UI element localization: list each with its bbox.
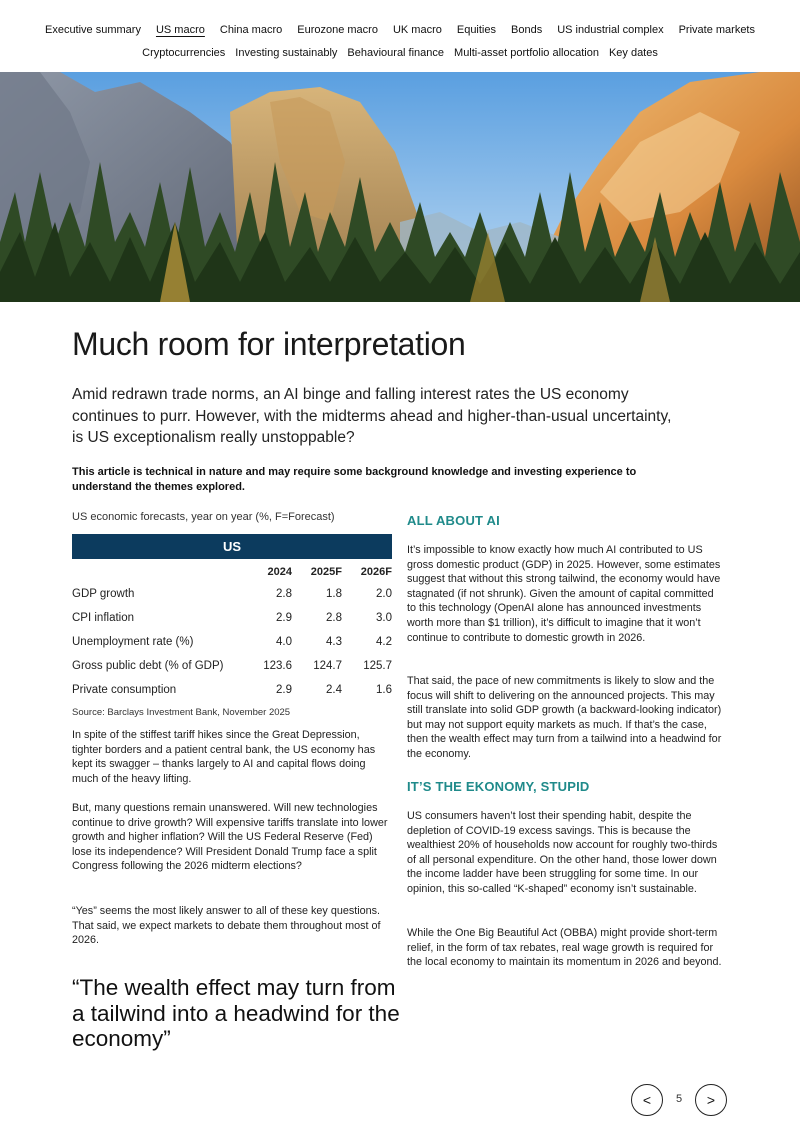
nav-item-eurozone-macro[interactable]: Eurozone macro (297, 24, 378, 36)
right-paragraph-4: While the One Big Beautiful Act (OBBA) might provide short-term relief, in the form of tax rebates, real wage growth is required for the local economy to maintain its momentum in 2026 and beyond. (407, 927, 722, 969)
row-value: 3.0 (376, 612, 392, 624)
nav-item-us-industrial-complex[interactable]: US industrial complex (557, 24, 664, 36)
row-value: 1.8 (326, 588, 342, 600)
table-row (72, 678, 392, 702)
row-value: 2.8 (276, 588, 292, 600)
nav-item-equities[interactable]: Equities (456, 24, 496, 36)
row-label: Private consumption (72, 684, 177, 696)
right-paragraph-2: That said, the pace of new commitments is likely to slow and the focus will shift to delivering on the announced projects. This may still translate into solid GDP growth (a backward-looking indicator) but may not support equity markets as much. If that’s the case, then the wealth effect may turn from a tailwind into a headwind for the economy. (407, 675, 722, 760)
row-value: 4.0 (276, 636, 292, 648)
row-value: 1.6 (376, 684, 392, 696)
left-paragraph-2: But, many questions remain unanswered. Will new technologies continue to drive growth? Will expensive tariffs translate into lower growth and higher inflation? Will the US Federal Reserve (Fed) lose its independence? Will President Donald Trump face a split Congress following the 2026 midterm elections? (72, 802, 388, 873)
row-label: CPI inflation (72, 612, 135, 624)
row-value: 125.7 (363, 660, 392, 672)
next-page-button[interactable] (695, 1084, 727, 1116)
row-value: 123.6 (263, 660, 292, 672)
row-value: 4.2 (376, 636, 392, 648)
nav-item-cryptocurrencies[interactable]: Cryptocurrencies (142, 47, 226, 59)
row-label: Unemployment rate (%) (72, 636, 194, 648)
table-header-2026f: 2026F (360, 566, 392, 578)
row-value: 124.7 (313, 660, 342, 672)
valley-landscape-illustration (0, 72, 800, 302)
table-source: Source: Barclays Investment Bank, November 2025 (72, 707, 291, 718)
table-row (72, 654, 392, 678)
nav-item-private-markets[interactable]: Private markets (678, 24, 755, 36)
table-header-2025f: 2025F (310, 566, 342, 578)
left-paragraph-1: In spite of the stiffest tariff hikes since the Great Depression, tighter borders and a patient central bank, the US economy has kept its swagger – thanks largely to AI and capital flows doing much of the heavy lifting. (72, 729, 376, 785)
nav-item-bonds[interactable]: Bonds (511, 24, 543, 36)
forecast-table (72, 562, 392, 702)
nav-item-investing-sustainably[interactable]: Investing sustainably (235, 47, 338, 59)
row-label: GDP growth (72, 588, 135, 600)
section-heading-economy: IT’S THE EKONOMY, STUPID (407, 779, 590, 794)
left-paragraph-3: “Yes” seems the most likely answer to all of these key questions. That said, we expect markets to debate them throughout most of 2026. (72, 905, 381, 947)
hero-image (0, 72, 800, 302)
row-label: Gross public debt (% of GDP) (72, 660, 224, 672)
table-header-blank (72, 562, 242, 582)
table-header-row (72, 562, 392, 582)
page-number: 5 (675, 1093, 683, 1105)
row-value: 2.9 (276, 684, 292, 696)
technical-notice: This article is technical in nature and may require some background knowledge and investing experience to understand the themes explored. (72, 466, 637, 493)
table-row (72, 582, 392, 606)
nav-item-behavioural-finance[interactable]: Behavioural finance (347, 47, 445, 59)
previous-page-button[interactable] (631, 1084, 663, 1116)
row-value: 2.8 (326, 612, 342, 624)
right-paragraph-1: It’s impossible to know exactly how much AI contributed to US gross domestic product (GDP) in 2025. However, some estimates suggest that without this strong tailwind, the economy would have stagnated (if not shrunk). Given the amount of capital committed to this technology (OpenAI alone has announced investments worth more than $1 trillion), it’s difficult to imagine that it won’t continue to contribute to domestic growth in 2026. (407, 544, 721, 644)
article-lede: Amid redrawn trade norms, an AI binge and falling interest rates the US economy continues to purr. However, with the midterms ahead and higher-than-usual uncertainty, is US exceptionalism really unstoppable? (72, 386, 672, 446)
chevron-right-icon: > (706, 1092, 716, 1108)
table-row (72, 630, 392, 654)
table-region-header: US (72, 534, 392, 559)
article-title: Much room for interpretation (72, 326, 466, 362)
table-caption: US economic forecasts, year on year (%, F=Forecast) (72, 511, 335, 523)
top-navigation (0, 0, 800, 72)
nav-item-executive-summary[interactable]: Executive summary (44, 24, 141, 36)
chevron-left-icon: < (642, 1092, 652, 1108)
nav-item-uk-macro[interactable]: UK macro (392, 24, 442, 36)
section-heading-ai: ALL ABOUT AI (407, 513, 500, 528)
row-value: 2.0 (376, 588, 392, 600)
row-value: 2.4 (326, 684, 342, 696)
nav-item-china-macro[interactable]: China macro (219, 24, 283, 36)
row-value: 2.9 (276, 612, 292, 624)
nav-item-us-macro[interactable]: US macro (155, 24, 205, 36)
row-value: 4.3 (326, 636, 342, 648)
nav-item-key-dates[interactable]: Key dates (608, 47, 658, 59)
nav-row-primary (0, 23, 800, 37)
right-paragraph-3: US consumers haven’t lost their spending habit, despite the depletion of COVID-19 excess savings. This is because the wealthiest 20% of households now account for roughly two-thirds of all personal expenditure. On the other hand, those lower down the income ladder have been struggling for some time. In our opinion, this so-called “K-shaped” economy isn’t sustainable. (407, 810, 718, 895)
nav-item-multi-asset-allocation[interactable]: Multi-asset portfolio allocation (454, 47, 599, 59)
table-row (72, 606, 392, 630)
table-header-2024: 2024 (267, 566, 292, 578)
nav-row-secondary (0, 46, 800, 60)
pull-quote: “The wealth effect may turn from a tailwind into a headwind for the economy” (72, 975, 400, 1051)
